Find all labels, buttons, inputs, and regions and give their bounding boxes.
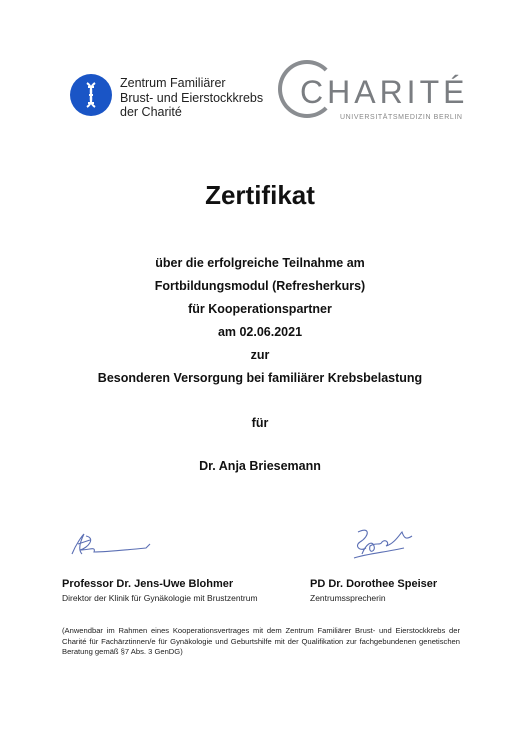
zentrum-logo-line-1: Zentrum Familiärer [120, 76, 226, 90]
certificate-line-1: über die erfolgreiche Teilnahme am [155, 256, 365, 270]
certificate-recipient: Dr. Anja Briesemann [199, 459, 321, 473]
certificate-line-5: zur [250, 348, 270, 362]
footnote: (Anwendbar im Rahmen eines Kooperationsvertrages mit dem Zentrum Familiärer Brust- und Eierstockkrebs der Charité für Fachärztinnen/e für Gynäkologie und Geburtshilfe mit der Qualifikation zur fachgebundenen genetischen Beratung gemäß §7 Abs. 3 GenDG) [62, 626, 460, 656]
charite-wordmark: CHARITÉ [300, 74, 469, 110]
zentrum-logo-line-2: Brust- und Eierstockkrebs [120, 90, 264, 105]
signer-2-role: Zentrumssprecherin [310, 593, 386, 603]
zentrum-logo-text [120, 76, 263, 120]
signature-speiser [346, 524, 426, 566]
dna-icon [70, 74, 112, 116]
certificate-title: Zertifikat [205, 180, 315, 210]
signer-1-role: Direktor der Klinik für Gynäkologie mit Brustzentrum [62, 593, 258, 603]
certificate-line-3: für Kooperationspartner [188, 302, 332, 316]
certificate-date: am 02.06.2021 [217, 325, 303, 339]
signer-1-name: Professor Dr. Jens-Uwe Blohmer [62, 578, 234, 590]
zentrum-logo-line-3: der Charité [120, 105, 182, 119]
signer-2-name: PD Dr. Dorothee Speiser [310, 578, 438, 590]
signature-blohmer [66, 530, 158, 560]
certificate-for-label: für [251, 416, 269, 430]
certificate-line-2: Fortbildungsmodul (Refresherkurs) [154, 279, 366, 293]
charite-subtitle: UNIVERSITÄTSMEDIZIN BERLIN [340, 114, 463, 121]
zentrum-logo-icon [70, 74, 112, 116]
certificate-program: Besonderen Versorgung bei familiärer Krebsbelastung [97, 371, 423, 385]
